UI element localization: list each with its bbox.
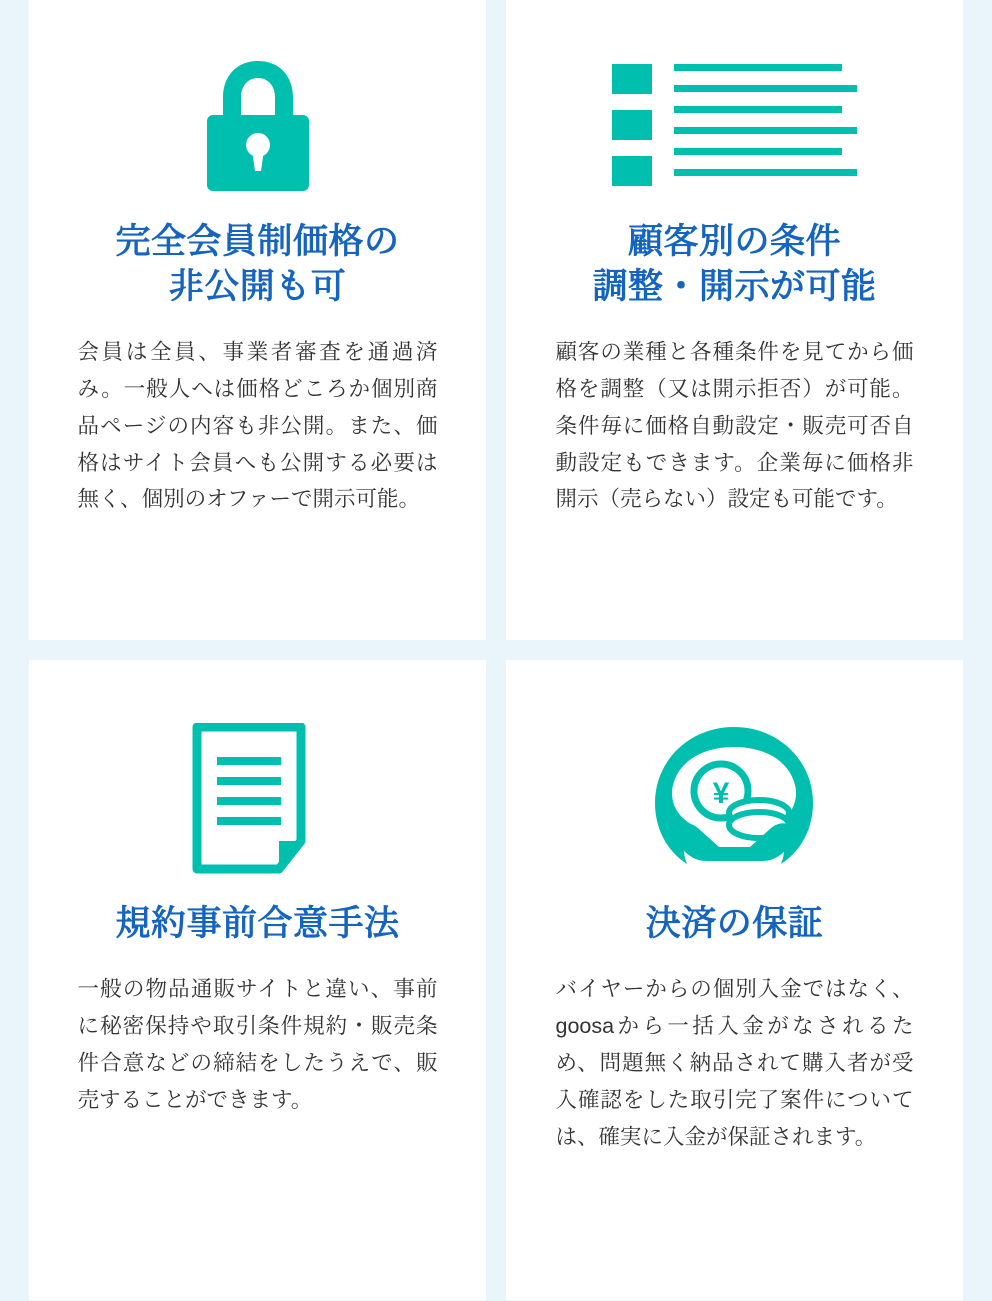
list-document-icon	[612, 40, 857, 210]
feature-card-customer-conditions	[506, 0, 963, 640]
feature-card-membership-pricing	[29, 0, 486, 640]
card-title-line-1: 顧客別の条件	[627, 222, 841, 261]
card-body: 一般の物品通販サイトと違い、事前に秘密保持や取引条件規約・販売条件合意などの締結をしたうえで、販売することができます。	[77, 976, 438, 1112]
svg-text:¥: ¥	[712, 776, 730, 810]
card-title	[626, 902, 844, 947]
card-title-line-1: 規約事前合意手法	[115, 904, 400, 943]
card-body: 顧客の業種と各種条件を見てから価格を調整（又は開示拒否）が可能。条件毎に価格自動設定・販売可否自動設定もできます。企業毎に価格非開示（売らない）設定も可能です。	[555, 339, 914, 512]
card-title	[572, 220, 896, 310]
card-body: バイヤーからの個別入金ではなく、goosaから一括入金がなされるため、問題無く納品されて購入者が受入確認をした取引完了案件については、確実に入金が保証されます。	[555, 976, 914, 1149]
card-title-line-1: 決済の保証	[645, 904, 824, 943]
contract-document-icon	[183, 708, 333, 898]
card-title	[95, 220, 419, 310]
card-title-line-1: 完全会員制価格の	[115, 222, 400, 261]
payment-guarantee-icon	[647, 708, 822, 898]
feature-card-contract-agreement	[29, 660, 486, 1300]
card-title	[95, 902, 419, 947]
lock-icon	[183, 40, 333, 210]
card-body: 会員は全員、事業者審査を通過済み。一般人へは価格どころか個別商品ページの内容も非公開。また、価格はサイト会員へも公開する必要は無く、個別のオファーで開示可能。	[77, 339, 438, 512]
card-title-line-2: 非公開も可	[168, 266, 347, 306]
card-title-line-2: 調整・開示が可能	[592, 266, 877, 306]
feature-card-payment-guarantee	[506, 660, 963, 1300]
